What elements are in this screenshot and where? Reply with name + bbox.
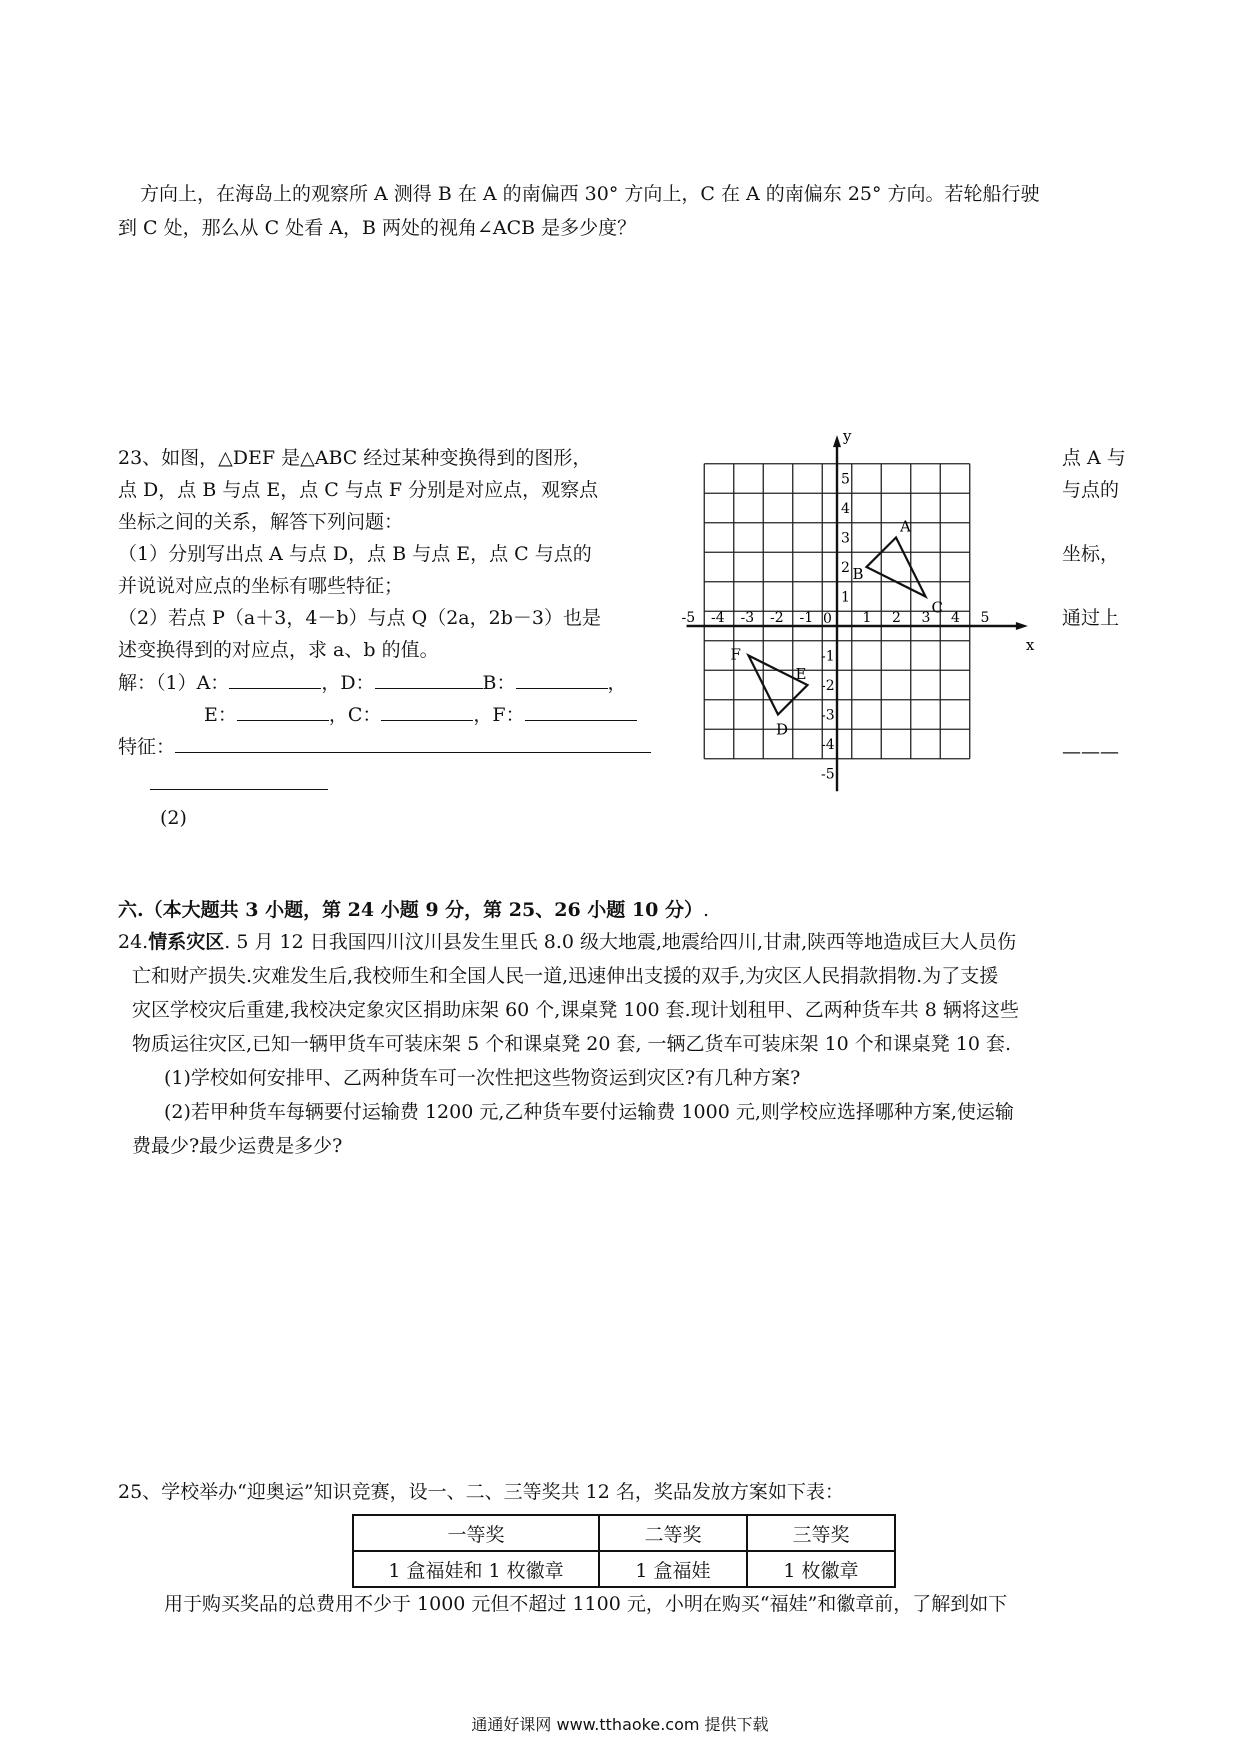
x-axis-arrow-icon	[1016, 622, 1028, 630]
prize-cell-second: 1 盒福娃	[599, 1551, 747, 1587]
y-tick-label: -4	[821, 737, 835, 753]
section-6-header	[118, 896, 709, 924]
q25-intro: 25、学校举办“迎奥运”知识竞赛，设一、二、三等奖共 12 名，奖品发放方案如下表：	[118, 1481, 844, 1503]
q23-feature-line	[118, 732, 651, 761]
q23-right-3: 坐标，	[1062, 543, 1120, 565]
y-tick-label: -5	[821, 766, 835, 783]
x-tick-label: -5	[681, 610, 696, 626]
answer-a-blank[interactable]	[229, 668, 321, 689]
section-6-header-text: 六.（本大题共 3 小题，第 24 小题 9 分，第 25、26 小题 10 分）	[118, 899, 703, 921]
point-label-a: A	[900, 517, 911, 536]
y-tick-label: 3	[841, 530, 850, 547]
q23-line-1: 23、如图，△DEF 是△ABC 经过某种变换得到的图形，	[118, 447, 592, 469]
x-tick-label: 3	[921, 610, 931, 626]
x-tick-label: -4	[711, 610, 725, 626]
feature-blank-continued[interactable]	[150, 789, 328, 790]
coordinate-graph	[670, 427, 1040, 810]
q23-part-2: (2)	[160, 807, 187, 829]
q24-line-1-text: . 5 月 12 日我国四川汶川县发生里氏 8.0 级大地震,地震给四川,甘肃,陕西等地造成巨大人员伤	[224, 931, 1017, 953]
y-tick-label: 4	[841, 501, 850, 517]
x-tick-label: 4	[951, 610, 960, 626]
section-6-header-dot: .	[702, 899, 710, 921]
q24-line-4: 物质运往灾区,已知一辆甲货车可装床架 5 个和课桌凳 20 套, 一辆乙货车可装床架 10 个和课桌凳 10 套.	[132, 1033, 1012, 1055]
prize-table	[352, 1514, 896, 1588]
origin-label: 0	[823, 611, 832, 627]
q24-line-1	[118, 928, 1016, 956]
q24-part-1: (1)学校如何安排甲、乙两种货车可一次性把这些物资运到灾区?有几种方案?	[164, 1067, 801, 1089]
prize-table-row	[353, 1551, 895, 1587]
answer-f-label: ，F：	[473, 704, 525, 726]
q24-part-2-cont: 费最少?最少运费是多少?	[132, 1135, 343, 1157]
point-label-c: C	[931, 598, 943, 617]
answer-e-blank[interactable]	[237, 700, 329, 721]
point-label-e: E	[795, 665, 807, 683]
x-tick-label: -1	[799, 610, 814, 626]
y-tick-label: 1	[841, 589, 850, 606]
prize-cell-third: 1 枚徽章	[747, 1551, 895, 1587]
x-tick-label: 5	[980, 610, 990, 626]
q23-line-6: （2）若点 P（a＋3，4－b）与点 Q（2a，2b－3）也是	[118, 607, 601, 629]
q23-line-5: 并说说对应点的坐标有哪些特征；	[118, 575, 404, 597]
answer-comma: ，	[607, 672, 627, 694]
point-label-d: D	[776, 720, 789, 739]
x-tick-label: -3	[740, 610, 755, 626]
q24-line-2: 亡和财产损失.灾难发生后,我校师生和全国人民一道,迅速伸出支援的双手,为灾区人民捐款捐物.为了支援	[132, 965, 999, 987]
q24-line-3: 灾区学校灾后重建,我校决定象灾区捐助床架 60 个,课桌凳 100 套.现计划租甲、乙两种货车共 8 辆将这些	[132, 999, 1019, 1021]
answer-f-blank[interactable]	[525, 700, 637, 721]
y-tick-label: -2	[821, 678, 835, 694]
q23-right-1: 点 A 与	[1062, 447, 1126, 469]
q23-line-2: 点 D，点 B 与点 E，点 C 与点 F 分别是对应点，观察点	[118, 479, 599, 501]
q24-title: 情系灾区	[148, 931, 225, 953]
x-tick-label: -2	[770, 610, 784, 626]
y-tick-label: -1	[821, 648, 835, 665]
feature-label: 特征：	[118, 736, 176, 758]
feature-blank[interactable]	[175, 732, 651, 753]
q23-answer-line-1	[118, 668, 627, 697]
q22-line-1: 方向上，在海岛上的观察所 A 测得 B 在 A 的南偏西 30° 方向上，C 在 A 的南偏东 25° 方向。若轮船行驶	[140, 183, 1040, 205]
y-tick-label: -3	[821, 707, 835, 724]
q23-line-4: （1）分别写出点 A 与点 D，点 B 与点 E，点 C 与点的	[118, 543, 592, 565]
answer-c-label: ，C：	[328, 704, 382, 726]
triangle-abc	[867, 538, 926, 597]
x-tick-label: 2	[892, 610, 901, 626]
prize-header-first: 一等奖	[353, 1515, 599, 1551]
answer-b-label: B：	[482, 672, 516, 694]
q25-after-table: 用于购买奖品的总费用不少于 1000 元但不超过 1100 元，小明在购买“福娃”和徽章前，了解到如下	[164, 1593, 1008, 1615]
q23-answer-line-2	[204, 700, 637, 729]
x-tick-label: 1	[862, 610, 872, 626]
point-label-b: B	[852, 565, 864, 583]
q24-part-2: (2)若甲种货车每辆要付运输费 1200 元,乙种货车要付运输费 1000 元,则学校应选择哪种方案,使运输	[164, 1101, 1014, 1123]
q23-right-5: ———	[1062, 741, 1119, 763]
y-axis-arrow-icon	[833, 435, 841, 447]
q24-number: 24.	[118, 931, 149, 953]
answer-b-blank[interactable]	[516, 668, 608, 689]
x-axis-label: x	[1025, 636, 1035, 654]
q23-right-4: 通过上	[1062, 607, 1120, 629]
prize-header-third: 三等奖	[747, 1515, 895, 1551]
prize-cell-first: 1 盒福娃和 1 枚徽章	[353, 1551, 599, 1587]
prize-header-second: 二等奖	[599, 1515, 747, 1551]
answer-a-label: 解：（1）A：	[118, 672, 230, 694]
answer-e-label: E：	[204, 704, 237, 726]
y-axis-label: y	[843, 427, 852, 446]
page-footer: 通通好课网 www.tthaoke.com 提供下载	[471, 1715, 769, 1734]
answer-c-blank[interactable]	[381, 700, 473, 721]
answer-d-label: ，D：	[321, 672, 375, 694]
answer-d-blank[interactable]	[375, 668, 483, 689]
point-label-f: F	[730, 645, 741, 664]
q22-line-2: 到 C 处，那么从 C 处看 A，B 两处的视角∠ACB 是多少度？	[118, 217, 637, 239]
q23-right-2: 与点的	[1062, 479, 1120, 501]
y-tick-label: 2	[841, 560, 850, 576]
q23-line-3: 坐标之间的关系，解答下列问题：	[118, 511, 404, 533]
prize-table-header-row	[353, 1515, 895, 1551]
q23-line-7: 述变换得到的对应点，求 a、b 的值。	[118, 639, 439, 661]
y-tick-label: 5	[841, 471, 850, 488]
